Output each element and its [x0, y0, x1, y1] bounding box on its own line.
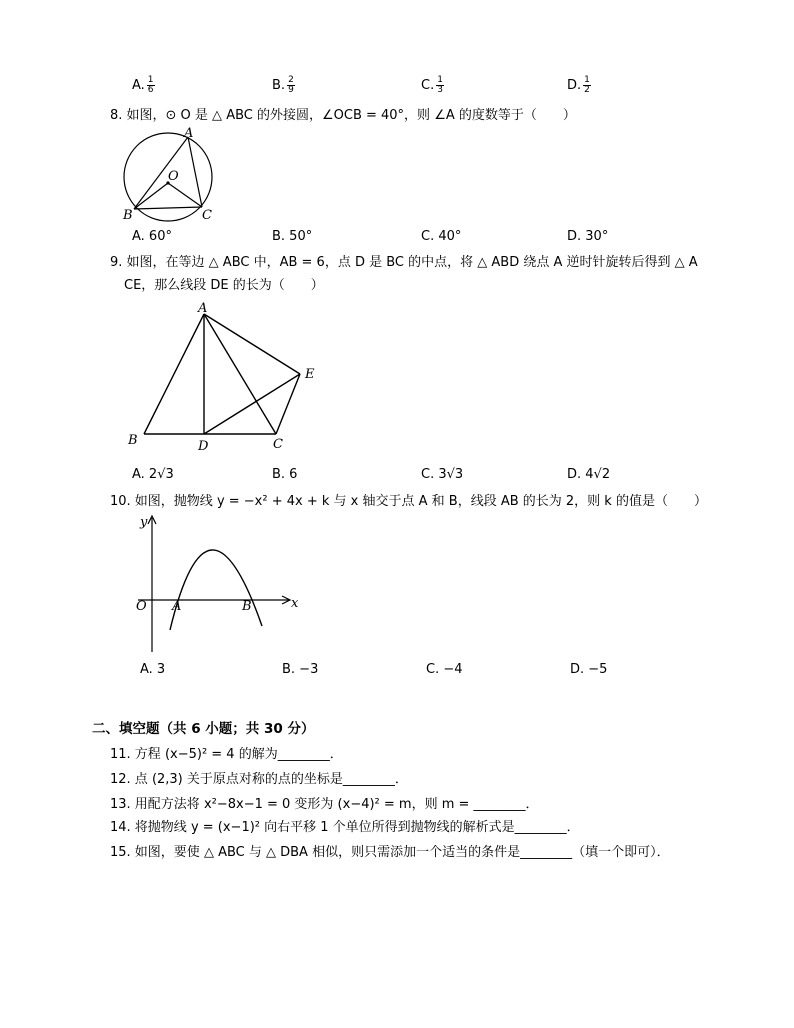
- fraction: [436, 76, 444, 95]
- q7-option-d: [567, 76, 591, 95]
- q9-option-c: C. 3√3: [421, 467, 464, 482]
- fraction-numerator: 2: [288, 75, 294, 85]
- segment-ae: [204, 314, 300, 374]
- q8-option-b: B. 50°: [272, 229, 313, 244]
- q7-option-c-label: C.: [421, 78, 435, 93]
- fraction-denominator: 6: [147, 85, 154, 95]
- label-b: B: [128, 433, 138, 448]
- q10-option-b: B. −3: [282, 662, 319, 677]
- label-a: A: [198, 302, 208, 316]
- segment-oc: [168, 183, 202, 207]
- label-y: y: [140, 515, 148, 530]
- q8-option-c: C. 40°: [421, 229, 462, 244]
- q7-option-d-label: D.: [567, 78, 582, 93]
- q7-option-c: [421, 76, 444, 95]
- label-x: x: [291, 596, 299, 611]
- label-a: A: [172, 599, 182, 614]
- q8-question-text: 8. 如图，⊙ O 是 △ ABC 的外接圆，∠OCB = 40°，则 ∠A 的度数等于（ ）: [110, 108, 576, 123]
- q10-option-c: C. −4: [426, 662, 463, 677]
- q9-option-b: B. 6: [272, 467, 298, 482]
- q12-question-text: 12. 点 (2,3) 关于原点对称的点的坐标是________．: [110, 772, 408, 787]
- q9-triangle-figure: [122, 302, 332, 454]
- q15-question-text: 15. 如图，要使 △ ABC 与 △ DBA 相似，则只需添加一个适当的条件是________（填一个即可）．: [110, 845, 670, 860]
- segment-ce: [276, 374, 300, 434]
- q9-option-a: A. 2√3: [132, 467, 174, 482]
- fraction-denominator: 3: [437, 85, 443, 95]
- fraction-denominator: 2: [584, 85, 590, 95]
- label-a: A: [184, 126, 194, 141]
- fraction-numerator: 1: [147, 75, 154, 85]
- label-b: B: [123, 208, 133, 223]
- segment-ab: [134, 137, 188, 209]
- q7-option-a: [132, 76, 155, 95]
- label-c: C: [273, 437, 283, 452]
- fraction-numerator: 1: [584, 75, 590, 85]
- segment-ab: [144, 314, 204, 434]
- label-c: C: [202, 208, 212, 223]
- q10-option-a: A. 3: [140, 662, 166, 677]
- fraction-numerator: 1: [437, 75, 443, 85]
- segment-bc: [134, 207, 202, 209]
- q9-question-text-line2: CE，那么线段 DE 的长为（ ）: [124, 278, 324, 293]
- section-heading: 二、填空题（共 6 小题；共 30 分）: [92, 721, 315, 737]
- fraction: [583, 76, 591, 95]
- parabola-curve: [170, 550, 262, 630]
- label-d: D: [198, 439, 209, 454]
- q10-option-d: D. −5: [570, 662, 608, 677]
- segment-ac: [204, 314, 276, 434]
- fraction: [147, 76, 155, 95]
- q7-option-b: [272, 76, 295, 95]
- q7-option-b-label: B.: [272, 78, 286, 93]
- q8-circle-figure: [118, 125, 228, 225]
- label-o: O: [168, 169, 179, 184]
- q14-question-text: 14. 将抛物线 y = (x−1)² 向右平移 1 个单位所得到抛物线的解析式是________．: [110, 820, 580, 835]
- segment-de: [204, 374, 300, 434]
- q11-question-text: 11. 方程 (x−5)² = 4 的解为________．: [110, 747, 343, 762]
- q9-option-d: D. 4√2: [567, 467, 611, 482]
- q8-option-d: D. 30°: [567, 229, 609, 244]
- q10-question-text: 10. 如图，抛物线 y = −x² + 4x + k 与 x 轴交于点 A 和 B，线段 AB 的长为 2，则 k 的值是（ ）: [110, 494, 707, 509]
- q7-option-a-label: A.: [132, 78, 145, 93]
- label-o: O: [136, 599, 147, 614]
- q10-parabola-figure: [128, 512, 308, 657]
- label-b: B: [242, 599, 252, 614]
- q13-question-text: 13. 用配方法将 x²−8x−1 = 0 变形为 (x−4)² = m，则 m = ________．: [110, 797, 539, 812]
- label-e: E: [305, 367, 315, 382]
- fraction-denominator: 9: [288, 85, 294, 95]
- q9-question-text-line1: 9. 如图，在等边 △ ABC 中，AB = 6，点 D 是 BC 的中点，将 △ ABD 绕点 A 逆时针旋转后得到 △ A: [110, 255, 698, 270]
- q8-option-a: A. 60°: [132, 229, 172, 244]
- fraction: [287, 76, 295, 95]
